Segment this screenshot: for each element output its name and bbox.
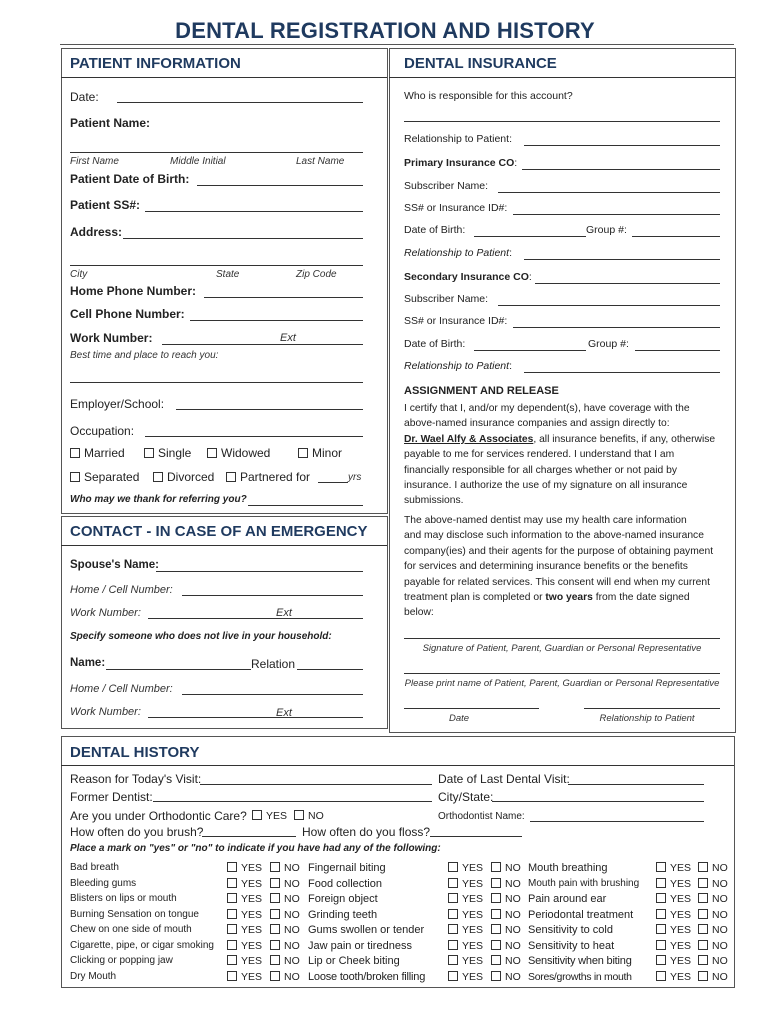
no-checkbox[interactable] xyxy=(270,909,280,919)
no-option[interactable]: NO xyxy=(698,862,728,874)
condition-row xyxy=(70,878,305,894)
patient-dob-field[interactable] xyxy=(197,185,363,186)
subscriber-field[interactable] xyxy=(498,192,720,193)
sig-date-field[interactable] xyxy=(404,708,539,709)
yes-option[interactable]: YES xyxy=(656,909,691,921)
no-option[interactable]: NO xyxy=(698,924,728,936)
no-checkbox[interactable] xyxy=(270,893,280,903)
condition-row xyxy=(70,862,305,878)
no-checkbox[interactable] xyxy=(491,909,501,919)
referral-label: Who may we thank for referring you? xyxy=(70,494,247,505)
contact-work-field[interactable] xyxy=(148,717,363,718)
brush-field[interactable] xyxy=(202,836,296,837)
condition-label: Jaw pain or tiredness xyxy=(308,939,412,952)
condition-label: Bad breath xyxy=(70,862,119,873)
no-option[interactable]: NO xyxy=(270,924,300,936)
no-option[interactable]: NO xyxy=(491,878,521,890)
condition-column-1 xyxy=(70,862,305,986)
condition-row xyxy=(528,878,728,894)
middle-initial-hint: Middle Initial xyxy=(170,156,226,167)
relation-label: Relation xyxy=(251,657,296,671)
condition-row xyxy=(308,924,528,940)
yes-checkbox[interactable] xyxy=(448,971,458,981)
cell-phone-field[interactable] xyxy=(190,320,363,321)
yes-option[interactable]: YES xyxy=(656,955,691,967)
patient-name-field[interactable] xyxy=(70,152,363,153)
condition-label: Gums swollen or tender xyxy=(308,924,425,936)
no-checkbox[interactable] xyxy=(491,893,501,903)
condition-row xyxy=(308,971,528,987)
emergency-ext-label: Ext xyxy=(276,607,292,619)
secondary-insurance-label: Secondary Insurance CO: xyxy=(404,271,532,283)
specify-label: Specify someone who does not live in your household: xyxy=(70,631,332,642)
contact-name-field[interactable] xyxy=(106,669,251,670)
group2-label: Group #: xyxy=(588,338,629,350)
last-visit-label: Date of Last Dental Visit: xyxy=(438,772,570,786)
no-option[interactable]: NO xyxy=(698,971,728,983)
contact-home-cell-label: Home / Cell Number: xyxy=(70,683,173,695)
rel-to-patient-label: Relationship to Patient: xyxy=(404,247,512,259)
reason-label: Reason for Today's Visit: xyxy=(70,772,202,786)
address-line-2[interactable] xyxy=(70,265,363,266)
history-heading-rule xyxy=(61,765,734,766)
yes-checkbox[interactable] xyxy=(227,862,237,872)
condition-row xyxy=(308,909,528,925)
yes-option[interactable]: YES xyxy=(656,940,691,952)
employer-field[interactable] xyxy=(176,409,363,410)
last-name-hint: Last Name xyxy=(296,156,345,167)
condition-label: Sores/growths in mouth xyxy=(528,970,632,983)
no-checkbox[interactable] xyxy=(270,940,280,950)
minor-checkbox[interactable] xyxy=(298,448,308,458)
no-checkbox[interactable] xyxy=(270,924,280,934)
relationship-field[interactable] xyxy=(524,145,720,146)
work-number-field[interactable] xyxy=(162,344,363,345)
yes-checkbox[interactable] xyxy=(448,878,458,888)
secondary-insurance-field[interactable] xyxy=(535,283,720,284)
signature-label: Signature of Patient, Parent, Guardian or Personal Representative xyxy=(422,643,702,654)
reason-field[interactable] xyxy=(200,784,432,785)
no-checkbox[interactable] xyxy=(698,862,708,872)
responsible-field[interactable] xyxy=(404,121,720,122)
spouse-name-label: Spouse's Name: xyxy=(70,559,160,571)
ext-label: Ext xyxy=(280,332,296,344)
no-option[interactable]: NO xyxy=(491,940,521,952)
best-time-field[interactable] xyxy=(70,382,363,383)
no-checkbox[interactable] xyxy=(270,971,280,981)
partnered-checkbox[interactable] xyxy=(226,472,236,482)
condition-row xyxy=(528,971,728,987)
patient-ss-field[interactable] xyxy=(145,211,363,212)
home-phone-label: Home Phone Number: xyxy=(70,284,197,298)
brush-label: How often do you brush? xyxy=(70,825,204,839)
yes-option[interactable]: YES xyxy=(227,940,262,952)
best-time-label: Best time and place to reach you: xyxy=(70,350,219,361)
city-hint: City xyxy=(70,269,88,280)
condition-row xyxy=(528,940,728,956)
condition-label: Sensitivity when biting xyxy=(528,955,632,967)
no-option[interactable]: NO xyxy=(491,893,521,905)
condition-label: Lip or Cheek biting xyxy=(308,955,400,967)
emergency-work-label: Work Number: xyxy=(70,607,141,619)
yes-option[interactable]: YES xyxy=(227,878,262,890)
condition-label: Dry Mouth xyxy=(70,970,117,982)
yes-option[interactable]: YES xyxy=(448,893,483,905)
state-hint: State xyxy=(216,269,240,280)
home-phone-field[interactable] xyxy=(204,297,363,298)
orthodontist-name-field[interactable] xyxy=(530,821,704,822)
signature-field[interactable] xyxy=(404,638,720,639)
yes-checkbox[interactable] xyxy=(448,940,458,950)
floss-label: How often do you floss? xyxy=(302,825,431,839)
condition-label: Chew on one side of mouth xyxy=(70,924,192,935)
yes-checkbox[interactable] xyxy=(448,924,458,934)
no-checkbox[interactable] xyxy=(491,862,501,872)
print-name-field[interactable] xyxy=(404,673,720,674)
condition-column-2 xyxy=(308,862,528,986)
ortho-yes-option[interactable]: YES xyxy=(252,810,287,822)
home-cell-field[interactable] xyxy=(182,595,363,596)
print-name-label: Please print name of Patient, Parent, Guardian or Personal Representative xyxy=(404,678,720,689)
ortho-question: Are you under Orthodontic Care? xyxy=(70,809,247,823)
separated-checkbox[interactable] xyxy=(70,472,80,482)
subscriber2-label: Subscriber Name: xyxy=(404,293,489,305)
condition-label: Fingernail biting xyxy=(308,862,386,874)
history-instruction: Place a mark on "yes" or "no" to indicate if you have had any of the following: xyxy=(70,843,441,854)
yrs-label: yrs xyxy=(348,472,362,483)
no-option[interactable]: NO xyxy=(270,940,300,952)
no-checkbox[interactable] xyxy=(491,878,501,888)
no-option[interactable]: NO xyxy=(698,893,728,905)
no-option[interactable]: NO xyxy=(270,878,300,890)
spouse-name-field[interactable] xyxy=(156,571,363,572)
title-rule xyxy=(60,44,734,45)
no-checkbox[interactable] xyxy=(491,924,501,934)
ortho-no-checkbox[interactable] xyxy=(294,810,304,820)
condition-row xyxy=(308,862,528,878)
yes-checkbox[interactable] xyxy=(656,893,666,903)
condition-row xyxy=(528,909,728,925)
no-option[interactable]: NO xyxy=(491,924,521,936)
former-dentist-field[interactable] xyxy=(153,801,432,802)
condition-label: Sensitivity to heat xyxy=(528,939,615,952)
no-checkbox[interactable] xyxy=(698,924,708,934)
yes-option[interactable]: YES xyxy=(448,955,483,967)
condition-label: Blisters on lips or mouth xyxy=(70,893,177,904)
yes-option[interactable]: YES xyxy=(448,862,483,874)
yes-checkbox[interactable] xyxy=(227,878,237,888)
emergency-heading-rule xyxy=(61,545,387,546)
patient-information-heading: PATIENT INFORMATION xyxy=(70,55,241,72)
yes-checkbox[interactable] xyxy=(656,940,666,950)
condition-row xyxy=(70,893,305,909)
condition-label: Clicking or popping jaw xyxy=(70,955,173,966)
rel-to-patient2-label: Relationship to Patient: xyxy=(404,360,512,372)
contact-name-label: Name: xyxy=(70,657,106,669)
yes-checkbox[interactable] xyxy=(227,940,237,950)
zip-hint: Zip Code xyxy=(296,269,337,280)
no-option[interactable]: NO xyxy=(270,893,300,905)
former-dentist-label: Former Dentist: xyxy=(70,790,153,804)
dob-label: Date of Birth: xyxy=(404,224,466,236)
no-checkbox[interactable] xyxy=(491,971,501,981)
group2-field[interactable] xyxy=(635,350,720,351)
dental-history-heading: DENTAL HISTORY xyxy=(70,744,200,761)
city-state-field[interactable] xyxy=(492,801,704,802)
sig-relationship-label: Relationship to Patient xyxy=(599,713,695,724)
primary-insurance-field[interactable] xyxy=(522,169,720,170)
subscriber2-field[interactable] xyxy=(498,305,720,306)
contact-work-label: Work Number: xyxy=(70,706,141,718)
yes-option[interactable]: YES xyxy=(448,878,483,890)
no-checkbox[interactable] xyxy=(698,971,708,981)
yes-checkbox[interactable] xyxy=(227,909,237,919)
date-field[interactable] xyxy=(117,102,363,103)
doctor-name: Dr. Wael Alfy & Associates xyxy=(404,433,534,445)
widowed-checkbox[interactable] xyxy=(207,448,217,458)
no-checkbox[interactable] xyxy=(698,940,708,950)
no-checkbox[interactable] xyxy=(270,955,280,965)
condition-row xyxy=(308,955,528,971)
dob2-field[interactable] xyxy=(474,350,586,351)
condition-label: Burning Sensation on tongue xyxy=(70,908,199,920)
first-name-hint: First Name xyxy=(70,156,119,167)
no-checkbox[interactable] xyxy=(698,909,708,919)
widowed-option[interactable]: Widowed xyxy=(207,446,270,460)
rel-to-patient-field[interactable] xyxy=(524,259,720,260)
subscriber-label: Subscriber Name: xyxy=(404,180,489,192)
insurance-heading-rule xyxy=(389,77,735,78)
date-label: Date: xyxy=(70,90,99,104)
assignment-heading: ASSIGNMENT AND RELEASE xyxy=(404,385,559,397)
patient-dob-label: Patient Date of Birth: xyxy=(70,172,190,186)
condition-label: Food collection xyxy=(308,877,382,890)
no-checkbox[interactable] xyxy=(270,862,280,872)
referral-field[interactable] xyxy=(248,505,363,506)
divorced-option[interactable]: Divorced xyxy=(153,470,214,484)
ss-id2-label: SS# or Insurance ID#: xyxy=(404,315,508,327)
married-option[interactable]: Married xyxy=(70,446,125,460)
no-option[interactable]: NO xyxy=(270,955,300,967)
condition-label: Loose tooth/broken filling xyxy=(308,970,426,983)
no-option[interactable]: NO xyxy=(698,909,728,921)
condition-row xyxy=(70,955,305,971)
yes-option[interactable]: YES xyxy=(656,971,691,983)
yes-checkbox[interactable] xyxy=(656,955,666,965)
partnered-years-field[interactable] xyxy=(318,482,348,483)
no-option[interactable]: NO xyxy=(698,878,728,890)
release-text: The above-named dentist may use my health care information and may disclose such information to the above-named insurance company(ies) and their agents for the purpose of obtaining payment for services and determining insurance benefits or the benefits payable for related services. This consent will end when my current treatment plan is completed or two years from the date signed below: xyxy=(404,515,714,619)
condition-label: Cigarette, pipe, or cigar smoking xyxy=(70,939,214,951)
occupation-label: Occupation: xyxy=(70,424,135,438)
no-checkbox[interactable] xyxy=(698,955,708,965)
work-number-label: Work Number: xyxy=(70,331,153,345)
assignment-text: I certify that I, and/or my dependent(s), have coverage with the above-named insurance companies and assign directly to: Dr. Wael Alfy & Associates, all insurance benefits, if any, otherwise payable to me for services rendered. I understand that I am financially responsible for all charges whether or not paid by insurance. I authorize the use of my signature on all insurance submissions. xyxy=(404,403,716,507)
yes-option[interactable]: YES xyxy=(656,862,691,874)
condition-row xyxy=(70,909,305,925)
condition-row xyxy=(308,878,528,894)
no-option[interactable]: NO xyxy=(270,909,300,921)
condition-label: Grinding teeth xyxy=(308,908,378,921)
no-option[interactable]: NO xyxy=(491,909,521,921)
condition-row xyxy=(528,924,728,940)
ss-id2-field[interactable] xyxy=(513,327,720,328)
yes-option[interactable]: YES xyxy=(227,893,262,905)
no-option[interactable]: NO xyxy=(698,940,728,952)
yes-checkbox[interactable] xyxy=(656,909,666,919)
condition-label: Pain around ear xyxy=(528,893,607,905)
patient-heading-rule xyxy=(61,77,387,78)
emergency-contact-section xyxy=(61,516,388,729)
ss-id-field[interactable] xyxy=(513,214,720,215)
dob2-label: Date of Birth: xyxy=(404,338,466,350)
divorced-checkbox[interactable] xyxy=(153,472,163,482)
last-visit-field[interactable] xyxy=(568,784,704,785)
yes-option[interactable]: YES xyxy=(448,940,483,952)
primary-insurance-label: Primary Insurance CO: xyxy=(404,157,518,169)
sig-date-label: Date xyxy=(448,713,470,724)
relationship-label: Relationship to Patient: xyxy=(404,133,512,145)
home-cell-label: Home / Cell Number: xyxy=(70,584,173,596)
no-option[interactable]: NO xyxy=(491,955,521,967)
condition-label: Sensitivity to cold xyxy=(528,924,613,936)
yes-option[interactable]: YES xyxy=(448,924,483,936)
yes-checkbox[interactable] xyxy=(227,924,237,934)
yes-option[interactable]: YES xyxy=(656,893,691,905)
no-checkbox[interactable] xyxy=(491,940,501,950)
condition-label: Periodontal treatment xyxy=(528,908,634,921)
page-title: DENTAL REGISTRATION AND HISTORY xyxy=(175,18,595,43)
yes-checkbox[interactable] xyxy=(227,955,237,965)
city-state-label: City/State: xyxy=(438,790,494,804)
group-field[interactable] xyxy=(632,236,720,237)
condition-label: Foreign object xyxy=(308,893,378,905)
yes-checkbox[interactable] xyxy=(227,971,237,981)
sig-relationship-field[interactable] xyxy=(584,708,720,709)
no-option[interactable]: NO xyxy=(270,862,300,874)
condition-row xyxy=(70,924,305,940)
separated-option[interactable]: Separated xyxy=(70,470,139,484)
yes-checkbox[interactable] xyxy=(448,955,458,965)
rel-to-patient2-field[interactable] xyxy=(524,372,720,373)
no-option[interactable]: NO xyxy=(698,955,728,967)
contact-ext-label: Ext xyxy=(276,707,292,719)
condition-row xyxy=(70,971,305,987)
yes-checkbox[interactable] xyxy=(656,878,666,888)
condition-row xyxy=(308,893,528,909)
no-option[interactable]: NO xyxy=(270,971,300,983)
condition-row xyxy=(528,893,728,909)
orthodontist-name-label: Orthodontist Name: xyxy=(438,811,525,822)
ortho-no-option[interactable]: NO xyxy=(294,810,324,822)
yes-checkbox[interactable] xyxy=(656,862,666,872)
no-checkbox[interactable] xyxy=(270,878,280,888)
condition-label: Mouth pain with brushing xyxy=(528,877,640,889)
ss-id-label: SS# or Insurance ID#: xyxy=(404,202,508,214)
patient-name-label: Patient Name: xyxy=(70,116,151,130)
dob-field[interactable] xyxy=(474,236,586,237)
dental-insurance-heading: DENTAL INSURANCE xyxy=(404,55,557,72)
no-option[interactable]: NO xyxy=(491,862,521,874)
married-checkbox[interactable] xyxy=(70,448,80,458)
condition-column-3 xyxy=(528,862,728,986)
yes-checkbox[interactable] xyxy=(448,893,458,903)
yes-option[interactable]: YES xyxy=(227,924,262,936)
yes-checkbox[interactable] xyxy=(656,971,666,981)
relation-field[interactable] xyxy=(297,669,363,670)
yes-checkbox[interactable] xyxy=(656,924,666,934)
responsible-label: Who is responsible for this account? xyxy=(404,90,573,102)
condition-label: Bleeding gums xyxy=(70,877,137,889)
yes-option[interactable]: YES xyxy=(448,971,483,983)
single-checkbox[interactable] xyxy=(144,448,154,458)
employer-label: Employer/School: xyxy=(70,397,165,411)
patient-ss-label: Patient SS#: xyxy=(70,198,141,212)
no-option[interactable]: NO xyxy=(491,971,521,983)
partnered-option[interactable]: Partnered for xyxy=(226,470,310,484)
address-field[interactable] xyxy=(123,238,363,239)
yes-option[interactable]: YES xyxy=(448,909,483,921)
yes-checkbox[interactable] xyxy=(448,909,458,919)
no-checkbox[interactable] xyxy=(698,878,708,888)
yes-option[interactable]: YES xyxy=(227,955,262,967)
condition-row xyxy=(308,940,528,956)
cell-phone-label: Cell Phone Number: xyxy=(70,307,185,321)
floss-field[interactable] xyxy=(430,836,522,837)
minor-option[interactable]: Minor xyxy=(298,446,342,460)
yes-option[interactable]: YES xyxy=(656,878,691,890)
condition-label: Mouth breathing xyxy=(528,862,608,874)
occupation-field[interactable] xyxy=(145,436,363,437)
yes-option[interactable]: YES xyxy=(227,971,262,983)
yes-option[interactable]: YES xyxy=(227,909,262,921)
condition-row xyxy=(70,940,305,956)
ortho-yes-checkbox[interactable] xyxy=(252,810,262,820)
condition-row xyxy=(528,862,728,878)
group-label: Group #: xyxy=(586,224,627,236)
single-option[interactable]: Single xyxy=(144,446,191,460)
yes-option[interactable]: YES xyxy=(227,862,262,874)
no-checkbox[interactable] xyxy=(698,893,708,903)
emergency-work-field[interactable] xyxy=(148,618,363,619)
address-label: Address: xyxy=(70,225,123,239)
yes-checkbox[interactable] xyxy=(448,862,458,872)
contact-home-cell-field[interactable] xyxy=(182,694,363,695)
no-checkbox[interactable] xyxy=(491,955,501,965)
emergency-contact-heading: CONTACT - IN CASE OF AN EMERGENCY xyxy=(70,523,368,540)
condition-row xyxy=(528,955,728,971)
yes-option[interactable]: YES xyxy=(656,924,691,936)
yes-checkbox[interactable] xyxy=(227,893,237,903)
